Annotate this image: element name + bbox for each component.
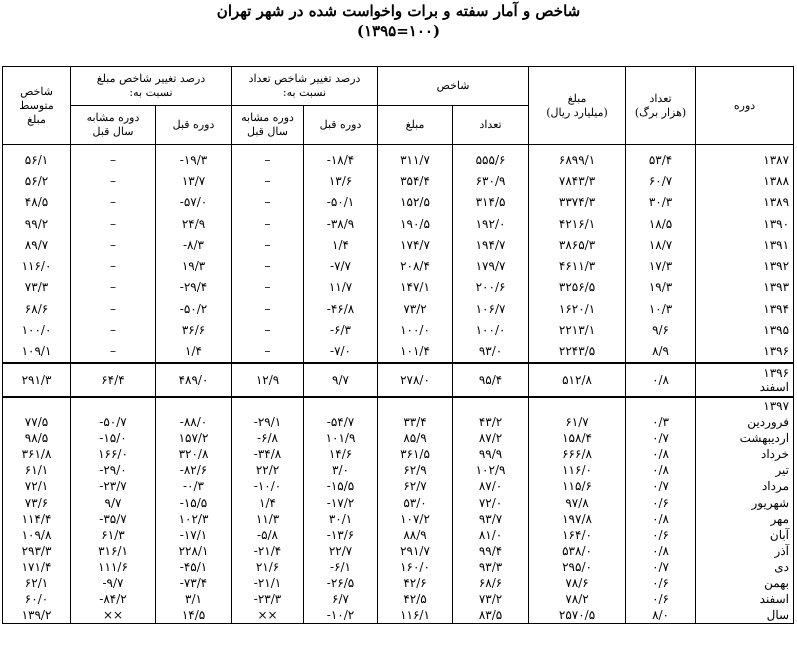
cell-count: ۵۳/۴ [626,145,696,171]
cell-amount: ۱۱۶/۰ [529,462,626,478]
table-row [3,192,794,213]
cell-period: ۱۳۹۶ [696,341,794,363]
cell-cnt-prev: ۱۴/۶ [304,446,378,462]
cell-idx-amount: ۱۷۴/۷ [378,234,453,255]
cell-avg-index: ۱۷۱/۴ [3,559,71,575]
cell-count: ۱۸/۷ [626,234,696,255]
cell-idx-amount: ۱۱۶/۱ [378,607,453,624]
cell-amount: ۱۹۷/۸ [529,511,626,527]
cell-amount: ۲۲۱۳/۱ [529,319,626,340]
cell-amt-prev: ۱۴/۵ [156,607,232,624]
cell-count: ۰/۸ [626,543,696,559]
cell-idx-count: ۱۷۹/۷ [453,255,529,276]
cell-cnt-same: -۲۱/۴ [232,543,304,559]
cell-amt-prev: -۷۳/۴ [156,575,232,591]
cell-idx-count: ۶۳۰/۹ [453,170,529,191]
cell-amt-same: ۹/۷ [71,495,156,511]
cell-cnt-same: – [232,213,304,234]
table-row [3,298,794,319]
cell-cnt-prev: -۶/۳ [304,319,378,340]
table-row [3,527,794,543]
table-row [3,591,794,607]
header-index: شاخص [378,67,529,106]
cell-period: آبان [696,527,794,543]
cell-idx-amount: ۳۵۴/۴ [378,170,453,191]
cell-period: سال [696,607,794,624]
esfand-label: اسفند [759,379,790,394]
table-row [3,430,794,446]
cell-cnt-same: ۱۱/۳ [232,511,304,527]
cell-idx-count: ۸۷/۰ [453,478,529,494]
cell-cnt-same: – [232,341,304,363]
cell-count: ۰/۷ [626,478,696,494]
cell-avg-index: ۴۸/۵ [3,192,71,213]
cell-period: فروردین [696,414,794,430]
cell-amt-prev: -۸۲/۶ [156,462,232,478]
cell-idx-count: ۱۹۴/۷ [453,234,529,255]
cell-cnt-prev: ۲۲/۷ [304,543,378,559]
stats-table [2,66,794,624]
empty-cell [71,397,156,414]
cell-period: مهر [696,511,794,527]
cell-idx-count: ۸۳/۵ [453,607,529,624]
cell-avg-index: ۸۹/۷ [3,234,71,255]
cell-count: ۳۰/۳ [626,192,696,213]
cell-period: ۱۳۹۱ [696,234,794,255]
cell-amount: ۷۸۴۳/۳ [529,170,626,191]
header-period: دوره [696,67,794,145]
cell-amt-same: – [71,341,156,363]
cell-amount: ۱۶۲۰/۱ [529,298,626,319]
empty-cell [3,397,71,414]
cell-idx-amount: ۸۸/۹ [378,527,453,543]
cell-amt-prev: -۸۸/۰ [156,414,232,430]
empty-cell [232,397,304,414]
cell-count: ۰/۸ [626,446,696,462]
table-row [3,363,794,397]
cell-amount: ۵۳۸/۰ [529,543,626,559]
cell-amt-prev: ۱۹/۳ [156,255,232,276]
cell-idx-amount: ۲۷۸/۰ [378,363,453,397]
cell-cnt-prev: -۱۰/۲ [304,607,378,624]
cell-idx-amount: ۱۰۷/۲ [378,511,453,527]
cell-idx-count: ۸۷/۲ [453,430,529,446]
cell-amt-same: -۳۵/۷ [71,511,156,527]
cell-amt-same: -۲۳/۷ [71,478,156,494]
header-cnt-prev: دوره قبل [304,106,378,145]
cell-cnt-prev: ۶/۷ [304,591,378,607]
cell-cnt-same: – [232,255,304,276]
cell-avg-index: ۵۶/۱ [3,145,71,171]
cell-cnt-same: – [232,298,304,319]
cell-amt-prev: ۳۶/۶ [156,319,232,340]
cell-cnt-prev: ۹/۷ [304,363,378,397]
cell-amt-same: – [71,234,156,255]
cell-amt-same: ۶۴/۴ [71,363,156,397]
cell-idx-count: ۹۳/۳ [453,559,529,575]
header-amt-prev: دوره قبل [156,106,232,145]
cell-amount: ۲۲۴۳/۵ [529,341,626,363]
cell-cnt-prev: -۵۴/۷ [304,414,378,430]
cell-idx-amount: ۱۶۰/۰ [378,559,453,575]
cell-cnt-same: – [232,277,304,298]
cell-count: ۹/۶ [626,319,696,340]
cell-idx-count: ۹۳/۰ [453,341,529,363]
cell-amt-same: – [71,277,156,298]
cell-cnt-prev: -۱۳/۶ [304,527,378,543]
cell-amt-prev: -۵۷/۰ [156,192,232,213]
cell-amt-prev: ۲۴/۹ [156,213,232,234]
cell-idx-amount: ۲۹۱/۷ [378,543,453,559]
table-row [3,255,794,276]
cell-period: تیر [696,462,794,478]
table-row [3,543,794,559]
cell-avg-index: ۵۶/۲ [3,170,71,191]
table-title: شاخص و آمار سفته و برات واخواست شده در شهر تهران [216,2,581,20]
cell-amt-prev: ۲۲۸/۱ [156,543,232,559]
cell-idx-count: ۳۱۴/۵ [453,192,529,213]
cell-amt-same: ۳۱۶/۱ [71,543,156,559]
cell-cnt-same: – [232,170,304,191]
cell-cnt-prev: -۱۷/۲ [304,495,378,511]
cell-idx-amount: ۷۳/۲ [378,298,453,319]
cell-count: ۱۷/۳ [626,255,696,276]
cell-amt-prev: ۱/۴ [156,341,232,363]
cell-idx-count: ۱۹۲/۰ [453,213,529,234]
cell-avg-index: ۷۲/۱ [3,478,71,494]
table-row [3,341,794,363]
cell-idx-count: ۶۸/۶ [453,575,529,591]
cell-idx-count: ۹۹/۹ [453,446,529,462]
header-pct-count: درصد تغییر شاخص تعداد نسبت به: [232,67,378,106]
cell-idx-count: ۹۳/۷ [453,511,529,527]
cell-count: ۰/۷ [626,559,696,575]
cell-count: ۰/۶ [626,591,696,607]
cell-amount: ۹۷/۸ [529,495,626,511]
table-row [3,575,794,591]
cell-period: ۱۳۹۰ [696,213,794,234]
header-count: تعداد (هزار برگ) [626,67,696,145]
table-row [3,495,794,511]
cell-count: ۸/۰ [626,607,696,624]
cell-period: ۱۳۹۵ [696,319,794,340]
cell-avg-index: ۲۹۳/۳ [3,543,71,559]
cell-amt-same: ۶۱/۳ [71,527,156,543]
cell-idx-count: ۷۲/۰ [453,495,529,511]
table-row [3,170,794,191]
cell-cnt-same: -۳۴/۸ [232,446,304,462]
cell-idx-count: ۵۵۵/۶ [453,145,529,171]
cell-idx-count: ۱۰۰/۰ [453,319,529,340]
cell-period: دی [696,559,794,575]
cell-avg-index: ۱۱۶/۰ [3,255,71,276]
cell-cnt-prev: -۵۰/۱ [304,192,378,213]
cell-amt-same: – [71,255,156,276]
cell-count: ۰/۶ [626,495,696,511]
cell-idx-count: ۷۳/۲ [453,591,529,607]
cell-period [696,363,794,397]
cell-cnt-same: -۲۱/۱ [232,575,304,591]
cell-avg-index: ۹۹/۲ [3,213,71,234]
empty-cell [626,397,696,414]
cell-idx-count: ۲۰۰/۶ [453,277,529,298]
cell-period: اردیبهشت [696,430,794,446]
cell-period: ۱۳۹۳ [696,277,794,298]
table-row [3,145,794,171]
cell-cnt-same: – [232,192,304,213]
cell-amt-prev: -۵۰/۲ [156,298,232,319]
cell-cnt-same: ۱/۴ [232,495,304,511]
cell-period: ۱۳۹۴ [696,298,794,319]
cell-cnt-prev: ۱۳/۶ [304,170,378,191]
cell-amt-same: ۱۱۱/۶ [71,559,156,575]
cell-idx-count: ۱۰۶/۷ [453,298,529,319]
cell-cnt-prev: -۱۸/۴ [304,145,378,171]
table-row [3,277,794,298]
cell-cnt-same: -۶/۸ [232,430,304,446]
header-index-count: تعداد [453,106,529,145]
cell-count: ۰/۸ [626,363,696,397]
cell-avg-index: ۷۳/۳ [3,277,71,298]
cell-cnt-same: -۲۹/۱ [232,414,304,430]
cell-cnt-prev: -۳۸/۹ [304,213,378,234]
cell-idx-amount: ۱۰۱/۴ [378,341,453,363]
header-pct-amount: درصد تغییر شاخص مبلغ نسبت به: [71,67,232,106]
cell-cnt-prev: ۱۱/۷ [304,277,378,298]
header-index-amount: مبلغ [378,106,453,145]
cell-cnt-same: – [232,319,304,340]
cell-cnt-prev: -۱۵/۵ [304,478,378,494]
cell-period: آذر [696,543,794,559]
cell-period: خرداد [696,446,794,462]
year-row [3,397,794,414]
cell-idx-amount: ۳۱۱/۷ [378,145,453,171]
cell-cnt-prev: -۴۶/۸ [304,298,378,319]
cell-idx-amount: ۸۵/۹ [378,430,453,446]
cell-idx-count: ۹۵/۴ [453,363,529,397]
cell-amount: ۲۹۵/۰ [529,559,626,575]
table-row [3,234,794,255]
cell-avg-index: ۶۲/۱ [3,575,71,591]
cell-period: ۱۳۹۲ [696,255,794,276]
cell-count: ۱۸/۵ [626,213,696,234]
monthly-year: ۱۳۹۷ [696,397,794,414]
cell-avg-index: ۶۱/۱ [3,462,71,478]
cell-avg-index: ۲۹۱/۳ [3,363,71,397]
cell-avg-index: ۶۰/۰ [3,591,71,607]
cell-cnt-same: -۱۰/۰ [232,478,304,494]
cell-count: ۸/۹ [626,341,696,363]
cell-count: ۱۰/۳ [626,298,696,319]
cell-idx-amount: ۱۹۰/۵ [378,213,453,234]
cell-cnt-same: ×× [232,607,304,624]
cell-idx-count: ۱۰۲/۹ [453,462,529,478]
cell-amount: ۶۸۹۹/۱ [529,145,626,171]
cell-amount: ۵۱۲/۸ [529,363,626,397]
cell-cnt-same: ۱۲/۹ [232,363,304,397]
cell-cnt-same: -۲۳/۳ [232,591,304,607]
cell-amt-prev: -۸/۳ [156,234,232,255]
cell-amt-prev: -۴۵/۱ [156,559,232,575]
cell-avg-index: ۳۶۱/۸ [3,446,71,462]
table-row [3,607,794,624]
cell-amt-prev: -۰/۳ [156,478,232,494]
cell-amt-same: -۸۴/۲ [71,591,156,607]
cell-amt-same: -۵۰/۷ [71,414,156,430]
cell-cnt-prev: ۱۰۱/۹ [304,430,378,446]
esfand-year: ۱۳۹۶ [763,365,790,380]
cell-amt-same: – [71,170,156,191]
cell-count: ۰/۶ [626,575,696,591]
cell-period: ۱۳۸۹ [696,192,794,213]
cell-amt-same: ×× [71,607,156,624]
cell-cnt-prev: -۷/۷ [304,255,378,276]
table-row [3,414,794,430]
cell-amount: ۱۶۴/۰ [529,527,626,543]
cell-period: بهمن [696,575,794,591]
cell-amount: ۳۳۷۴/۳ [529,192,626,213]
cell-amount: ۲۵۷۰/۵ [529,607,626,624]
cell-amt-prev: ۳۲۰/۸ [156,446,232,462]
empty-cell [529,397,626,414]
cell-idx-amount: ۱۵۲/۵ [378,192,453,213]
cell-amount: ۶۶۶/۸ [529,446,626,462]
cell-idx-amount: ۶۲/۹ [378,462,453,478]
cell-idx-amount: ۶۲/۷ [378,478,453,494]
table-row [3,462,794,478]
cell-amt-prev: -۱۷/۱ [156,527,232,543]
cell-idx-amount: ۵۳/۰ [378,495,453,511]
cell-idx-amount: ۴۲/۵ [378,591,453,607]
cell-amt-same: -۱۵/۰ [71,430,156,446]
cell-amt-prev: -۱۹/۳ [156,145,232,171]
cell-idx-amount: ۱۴۷/۱ [378,277,453,298]
empty-cell [156,397,232,414]
cell-cnt-prev: ۳۰/۱ [304,511,378,527]
cell-count: ۰/۷ [626,430,696,446]
cell-avg-index: ۷۷/۵ [3,414,71,430]
cell-cnt-prev: ۳/۰ [304,462,378,478]
cell-avg-index: ۷۳/۶ [3,495,71,511]
cell-idx-count: ۴۳/۲ [453,414,529,430]
cell-amt-prev: -۲۹/۴ [156,277,232,298]
cell-avg-index: ۱۳۹/۲ [3,607,71,624]
cell-amt-same: – [71,192,156,213]
cell-idx-amount: ۱۰۰/۰ [378,319,453,340]
cell-amount: ۴۶۱۱/۳ [529,255,626,276]
empty-cell [453,397,529,414]
cell-cnt-same: ۲۱/۶ [232,559,304,575]
cell-amt-prev: ۱۵۷/۲ [156,430,232,446]
cell-cnt-prev: -۲۶/۵ [304,575,378,591]
header-amt-same: دوره مشابه سال قبل [71,106,156,145]
cell-period: ۱۳۸۷ [696,145,794,171]
empty-cell [378,397,453,414]
cell-count: ۰/۶ [626,527,696,543]
cell-cnt-prev: ۱/۴ [304,234,378,255]
cell-cnt-same: – [232,145,304,171]
cell-amt-prev: ۴۸۹/۰ [156,363,232,397]
cell-cnt-same: -۵/۸ [232,527,304,543]
cell-idx-count: ۸۱/۰ [453,527,529,543]
cell-amount: ۱۵۸/۴ [529,430,626,446]
cell-idx-amount: ۳۳/۴ [378,414,453,430]
table-row [3,446,794,462]
cell-cnt-prev: -۶/۱ [304,559,378,575]
cell-amt-same: – [71,145,156,171]
cell-amount: ۷۸/۲ [529,591,626,607]
cell-amount: ۶۱/۷ [529,414,626,430]
cell-avg-index: ۹۸/۵ [3,430,71,446]
cell-amount: ۳۸۶۵/۳ [529,234,626,255]
cell-amount: ۳۲۵۶/۵ [529,277,626,298]
cell-avg-index: ۱۰۰/۰ [3,319,71,340]
cell-avg-index: ۶۸/۶ [3,298,71,319]
cell-period: اسفند [696,591,794,607]
table-row [3,213,794,234]
cell-avg-index: ۱۰۹/۱ [3,341,71,363]
cell-amount: ۷۸/۶ [529,575,626,591]
cell-idx-amount: ۴۲/۶ [378,575,453,591]
cell-amt-same: – [71,319,156,340]
table-row [3,319,794,340]
cell-amt-prev: ۱۳/۷ [156,170,232,191]
cell-amount: ۴۲۱۶/۱ [529,213,626,234]
cell-avg-index: ۱۱۴/۴ [3,511,71,527]
header-avg-index: شاخص متوسط مبلغ [3,67,71,145]
table-row [3,478,794,494]
cell-amt-prev: -۱۵/۵ [156,495,232,511]
cell-cnt-prev: -۷/۰ [304,341,378,363]
cell-amt-prev: ۳/۱ [156,591,232,607]
cell-amt-same: ۱۶۶/۰ [71,446,156,462]
cell-amt-same: -۲۹/۰ [71,462,156,478]
cell-amt-same: -۹/۷ [71,575,156,591]
cell-idx-amount: ۲۰۸/۴ [378,255,453,276]
cell-idx-count: ۹۹/۴ [453,543,529,559]
empty-cell [304,397,378,414]
cell-amount: ۱۱۵/۶ [529,478,626,494]
cell-count: ۰/۸ [626,462,696,478]
cell-period: شهریور [696,495,794,511]
cell-period: ۱۳۸۸ [696,170,794,191]
table-subtitle: (۱۳۹۵=۱۰۰) [356,22,441,40]
cell-idx-amount: ۳۶۱/۵ [378,446,453,462]
table-row [3,511,794,527]
cell-count: ۰/۸ [626,511,696,527]
header-cnt-same: دوره مشابه سال قبل [232,106,304,145]
cell-amt-same: – [71,298,156,319]
cell-avg-index: ۱۰۹/۸ [3,527,71,543]
cell-cnt-same: – [232,234,304,255]
table-row [3,559,794,575]
cell-count: ۰/۳ [626,414,696,430]
cell-cnt-same: ۲۲/۲ [232,462,304,478]
cell-period: مرداد [696,478,794,494]
cell-count: ۶۰/۷ [626,170,696,191]
cell-amt-prev: ۱۰۲/۳ [156,511,232,527]
cell-count: ۱۹/۳ [626,277,696,298]
cell-amt-same: – [71,213,156,234]
header-amount: مبلغ (میلیارد ریال) [529,67,626,145]
